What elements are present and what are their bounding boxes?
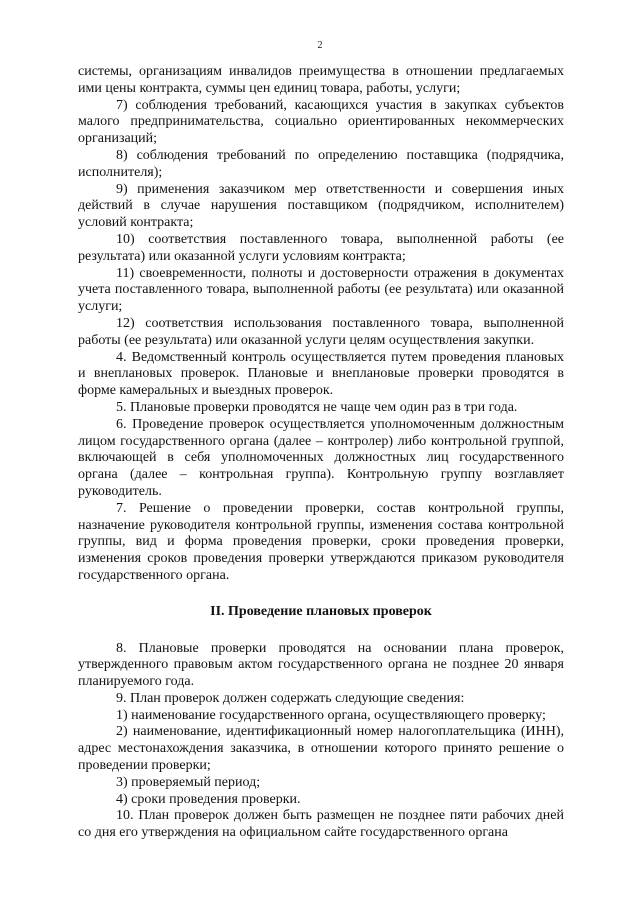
clause-9: 9. План проверок должен содержать следующие сведения: (116, 690, 465, 706)
clause-10: 10. План проверок должен быть размещен не позднее пяти рабочих дней со дня его утверждения на официальном сайте государственного органа (78, 808, 564, 841)
plan-item-4: 4) сроки проведения проверки. (116, 791, 301, 807)
list-item-7: 7) соблюдения требований, касающихся участия в закупках субъектов малого предпринимательства, социально ориентированных некоммерческих организаций; (78, 97, 564, 147)
list-item-10: 10) соответствия поставленного товара, выполненной работы (ее результата) или оказанной услуги условиям контракта; (78, 231, 564, 264)
plan-item-2: 2) наименование, идентификационный номер налогоплательщика (ИНН), адрес местонахождения заказчика, в отношении которого принято решение о проведении проверки; (78, 724, 564, 774)
clause-4: 4. Ведомственный контроль осуществляется путем проведения плановых и внеплановых проверок. Плановые и внеплановые проверки проводятся в форме камеральных и выездных проверок. (78, 349, 564, 399)
clause-7: 7. Решение о проведении проверки, состав контрольной группы, назначение руководителя контрольной группы, изменения состава контрольной группы, вид и форма проведения проверки, сроки проведения проверки, изменения сроков проведения проверки утверждаются приказом руководителя государственного органа. (78, 500, 564, 583)
list-item-9: 9) применения заказчиком мер ответственности и совершения иных действий в случае нарушения поставщиком (подрядчиком, исполнителем) условий контракта; (78, 181, 564, 231)
section-heading: II. Проведение плановых проверок (210, 603, 432, 619)
list-item-12: 12) соответствия использования поставленного товара, выполненной работы (ее результата) или оказанной услуги целям осуществления закупки. (78, 315, 564, 348)
page-number: 2 (317, 40, 323, 51)
list-item-8: 8) соблюдения требований по определению поставщика (подрядчика, исполнителя); (78, 147, 564, 180)
plan-item-3: 3) проверяемый период; (116, 774, 261, 790)
clause-5: 5. Плановые проверки проводятся не чаще чем один раз в три года. (116, 399, 518, 415)
clause-8: 8. Плановые проверки проводятся на основании плана проверок, утвержденного правовым актом государственного органа не позднее 20 января планируемого года. (78, 640, 564, 690)
document-body (78, 64, 564, 842)
plan-item-1: 1) наименование государственного органа, осуществляющего проверку; (116, 707, 546, 723)
list-item-11: 11) своевременности, полноты и достоверности отражения в документах учета поставленного товара, выполненной работы (ее результата) или оказанной услуги; (78, 265, 564, 315)
clause-6: 6. Проведение проверок осуществляется уполномоченным должностным лицом государственного органа (далее – контролер) либо контрольной группой, включающей в себя уполномоченных должностных лиц государственного органа (далее – контрольная группа). Контрольную группу возглавляет руководитель. (78, 416, 564, 499)
paragraph-continuation: системы, организациям инвалидов преимущества в отношении предлагаемых ими цены контракта, суммы цен единиц товара, работы, услуги; (78, 64, 564, 96)
